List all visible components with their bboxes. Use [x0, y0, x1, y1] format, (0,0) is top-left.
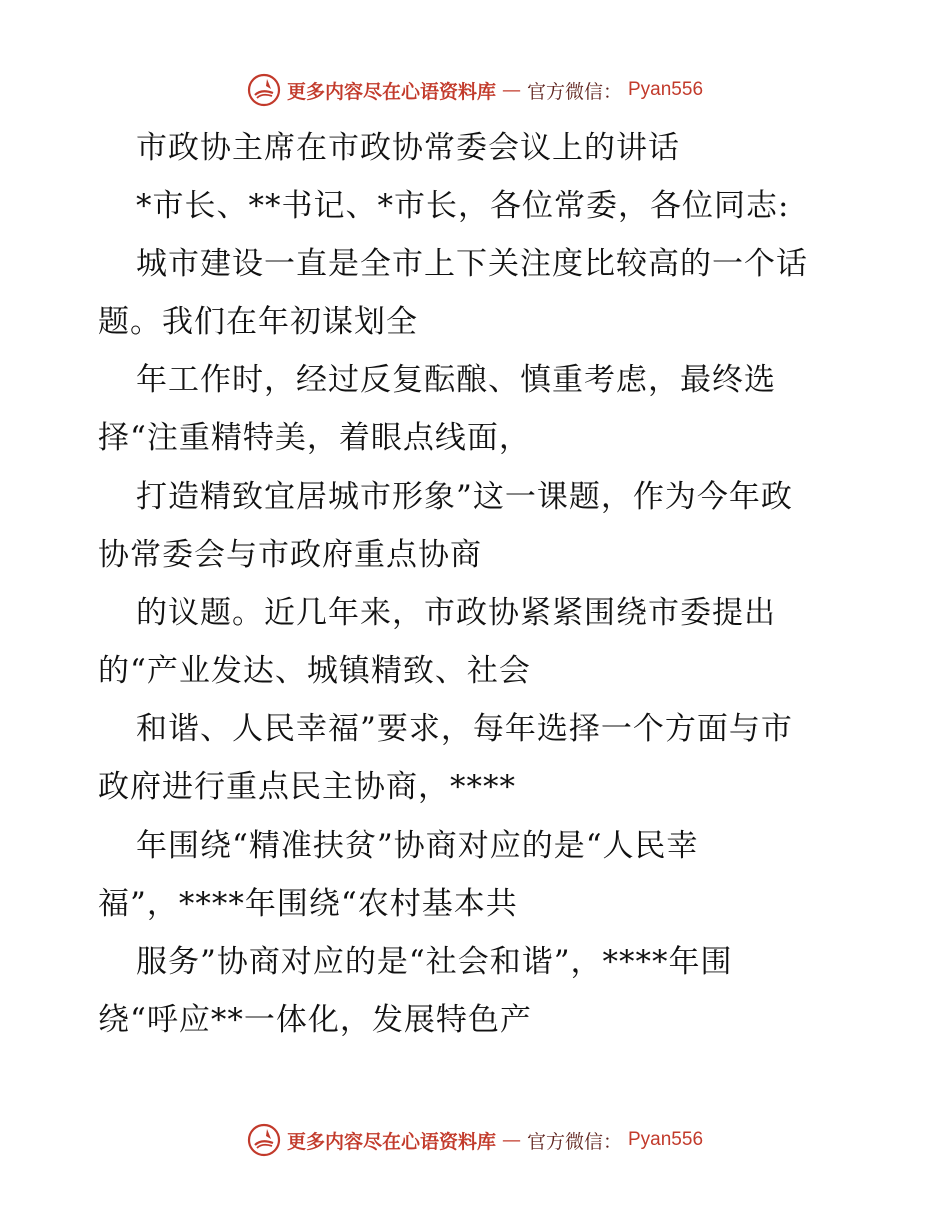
- paragraph-line: 绕“呼应**一体化，发展特色产: [98, 1002, 532, 1038]
- watermark-handle: Pyan556: [628, 79, 704, 100]
- watermark-dash: —: [501, 1129, 521, 1151]
- paragraph-line: 的“产业发达、城镇精致、社会: [98, 653, 531, 689]
- paragraph-line: 协常委会与市政府重点协商: [98, 537, 482, 573]
- document-title: 市政协主席在市政协常委会议上的讲话: [136, 130, 680, 166]
- watermark-label: 官方微信：: [526, 80, 622, 103]
- paragraph-line: 年围绕“精准扶贫”协商对应的是“人民幸: [136, 828, 699, 864]
- paragraph-line: 打造精致宜居城市形象”这一课题，作为今年政: [136, 479, 793, 515]
- watermark-text: 更多内容尽在心语资料库: [286, 1130, 496, 1153]
- paragraph-line: 题。我们在年初谋划全: [98, 304, 418, 340]
- footer-watermark: [0, 1122, 950, 1158]
- paragraph-line: 政府进行重点民主协商，****: [98, 769, 516, 805]
- paragraph-line: 择“注重精特美，着眼点线面，: [98, 420, 531, 456]
- paragraph-line: 城市建设一直是全市上下关注度比较高的一个话: [136, 246, 808, 282]
- watermark-text: 更多内容尽在心语资料库: [286, 80, 496, 103]
- paragraph-line: 福”，****年围绕“农村基本共: [98, 886, 518, 922]
- paragraph-line: 和谐、人民幸福”要求，每年选择一个方面与市: [136, 711, 793, 747]
- paragraph-line: 的议题。近几年来，市政协紧紧围绕市委提出: [136, 595, 776, 631]
- salutation-line: *市长、**书记、*市长，各位常委，各位同志:: [136, 188, 790, 224]
- watermark-dash: —: [501, 79, 521, 101]
- paragraph-line: 年工作时，经过反复酝酿、慎重考虑，最终选: [136, 362, 776, 398]
- book-quill-logo-icon: [247, 1123, 281, 1157]
- watermark-handle: Pyan556: [628, 1129, 704, 1150]
- watermark-label: 官方微信：: [526, 1130, 622, 1153]
- paragraph-line: 服务”协商对应的是“社会和谐”，****年围: [136, 944, 733, 980]
